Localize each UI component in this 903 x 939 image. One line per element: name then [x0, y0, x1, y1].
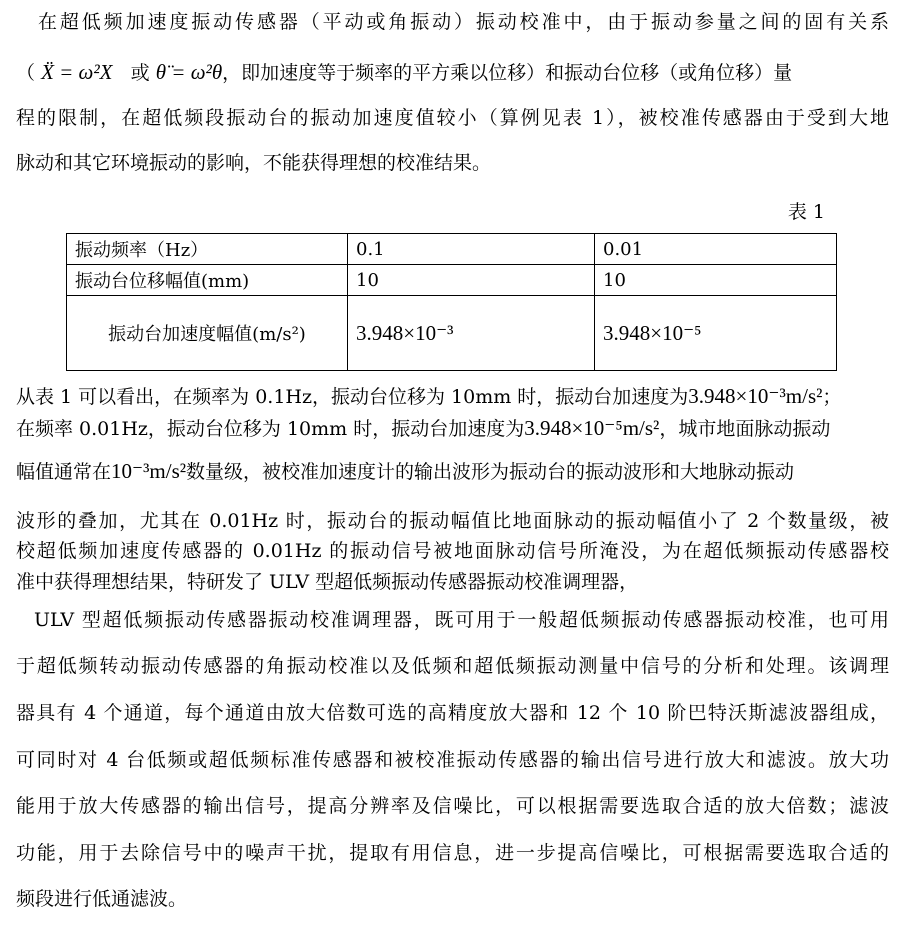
table-row [67, 265, 837, 296]
p2-line1-text: 从表 1 可以看出，在频率为 0.1Hz，振动台位移为 10mm 时，振动台加速度为 [16, 386, 689, 408]
table-caption: 表 1 [787, 201, 825, 223]
p3-line2: 于超低频转动振动传感器的角振动校准以及低频和超低频振动测量中信号的分析和处理。该调理 [16, 655, 889, 677]
p3-line4: 可同时对 4 台低频或超低频标准传感器和被校准振动传感器的输出信号进行放大和滤波。放大功 [16, 749, 889, 771]
p3-line5: 能用于放大传感器的输出信号，提高分辨率及信噪比，可以根据需要选取合适的放大倍数；滤波 [16, 795, 889, 817]
table-row [67, 296, 837, 371]
equation-linear: Ẍ = ω²X [41, 60, 113, 84]
table-cell: 3.948×10⁻³ [348, 296, 595, 371]
p2-line4: 波形的叠加，尤其在 0.01Hz 时，振动台的振动幅值比地面脉动的振动幅值小了 2 个数量级，被 [16, 510, 889, 532]
table-cell: 振动台加速度幅值(m/s²) [67, 296, 348, 371]
table-1 [66, 233, 837, 371]
p2-line2 [16, 416, 889, 441]
p1-open-paren: （ [16, 62, 36, 84]
table-cell: 10 [348, 265, 595, 296]
table-cell: 3.948×10⁻⁵ [595, 296, 837, 371]
p3-line1: ULV 型超低频振动传感器振动校准调理器，既可用于一般超低频振动传感器振动校准，也可用 [34, 609, 889, 631]
table-cell: 振动频率（Hz） [67, 234, 348, 265]
p2-line1-end: ； [822, 386, 842, 408]
p3-line7: 频段进行低通滤波。 [16, 888, 188, 910]
table-cell: 10 [595, 265, 837, 296]
table-cell: 0.1 [348, 234, 595, 265]
ground-pulse-value: 10⁻³m/s² [111, 459, 187, 483]
p1-line1: 在超低频加速度振动传感器（平动或角振动）振动校准中，由于振动参量之间的固有关系 [38, 11, 889, 33]
p2-line2-text: 在频率 0.01Hz，振动台位移为 10mm 时，振动台加速度为 [16, 418, 525, 440]
table-cell: 振动台位移幅值(mm) [67, 265, 348, 296]
p2-line1 [16, 384, 889, 409]
p1-line3: 程的限制，在超低频段振动台的振动加速度值较小（算例见表 1），被校准传感器由于受到大地 [16, 107, 889, 129]
p1-line4: 脉动和其它环境振动的影响，不能获得理想的校准结果。 [16, 152, 492, 174]
table-cell: 0.01 [595, 234, 837, 265]
acceleration-value-1: 3.948×10⁻³m/s² [688, 384, 823, 408]
p2-line6: 准中获得理想结果，特研发了 ULV 型超低频振动传感器振动校准调理器， [16, 571, 639, 593]
p1-line2-rest: ，即加速度等于频率的平方乘以位移）和振动台位移（或角位移）量 [222, 62, 793, 84]
p2-line3 [16, 459, 889, 484]
p3-line6: 功能，用于去除信号中的噪声干扰，提取有用信息，进一步提高信噪比，可根据需要选取合适的 [16, 842, 889, 864]
table-row [67, 234, 837, 265]
p2-line2-end: ，城市地面脉动振动 [659, 418, 831, 440]
p2-line5: 校超低频加速度传感器的 0.01Hz 的振动信号被地面脉动信号所淹没，为在超低频振动传感器校 [16, 540, 889, 562]
equation-angular: θ̈ = ω²θ [155, 60, 223, 84]
p2-line3-text: 幅值通常在 [16, 461, 112, 483]
acceleration-value-2: 3.948×10⁻⁵m/s² [524, 416, 660, 440]
p2-line3-end: 数量级，被校准加速度计的输出波形为振动台的振动波形和大地脉动振动 [186, 461, 795, 483]
p3-line3: 器具有 4 个通道，每个通道由放大倍数可选的高精度放大器和 12 个 10 阶巴特沃斯滤波器组成， [16, 702, 889, 724]
p1-line2 [16, 60, 889, 85]
p1-or: 或 [130, 62, 150, 84]
